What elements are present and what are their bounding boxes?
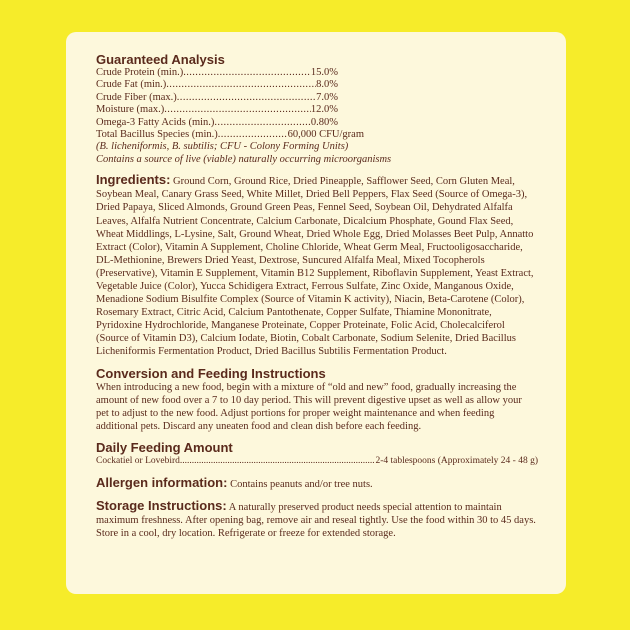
analysis-label: Omega-3 Fatty Acids (min.) <box>96 116 215 128</box>
guaranteed-analysis-title: Guaranteed Analysis <box>96 52 225 67</box>
analysis-value: 60,000 CFU/gram <box>287 129 364 141</box>
storage-section <box>96 499 536 540</box>
analysis-row-fiber <box>96 92 338 104</box>
analysis-label: Crude Fat (min.) <box>96 79 167 91</box>
daily-feeding-title: Daily Feeding Amount <box>96 439 233 455</box>
conversion-title: Conversion and Feeding Instructions <box>96 365 326 381</box>
conversion-text: When introducing a new food, begin with a mixture of “old and new” food, gradually increasing the amount of new food over a 7 to 10 day period. This will prevent digestive upset as well as allow your pet to adjust to the new food. Adjust portions for proper weight maintenance and when feeding additional pets. Discard any uneaten food and clean dish before each feeding. <box>96 381 522 432</box>
feeding-row <box>96 455 538 468</box>
analysis-label: Moisture (max.) <box>96 104 165 116</box>
allergen-text: Contains peanuts and/or tree nuts. <box>227 478 373 490</box>
analysis-row-protein <box>96 67 338 79</box>
ingredients-title: Ingredients: <box>96 172 171 188</box>
analysis-label: Total Bacillus Species (min.) <box>96 129 218 141</box>
feeding-label: Cockatiel or Lovebird <box>96 455 180 466</box>
analysis-label: Crude Fiber (max.) <box>96 91 177 103</box>
analysis-value: 8.0% <box>316 79 338 91</box>
storage-title: Storage Instructions: <box>96 498 227 514</box>
storage-text: A naturally preserved product needs special attention to maintain maximum freshness. After opening bag, remove air and reseal tightly. Use the food within 30 to 45 days. Store in a cool, dry location. Refrigerate or freeze for extended storage. <box>96 502 536 540</box>
analysis-value: 0.80% <box>310 116 338 128</box>
guaranteed-analysis-section <box>96 52 536 166</box>
feeding-value: 2-4 tablespoons (Approximately 24 - 48 g) <box>375 455 538 466</box>
analysis-row-bacillus <box>96 129 364 141</box>
analysis-note-live: Contains a source of live (viable) naturally occurring microorganisms <box>96 153 392 165</box>
analysis-value: 12.0% <box>310 104 338 116</box>
label-panel <box>66 32 566 594</box>
analysis-note-cfu: (B. licheniformis, B. subtilis; CFU - Colony Forming Units) <box>96 141 349 153</box>
analysis-row-moisture <box>96 104 338 116</box>
analysis-row-fat <box>96 79 338 91</box>
conversion-section <box>96 366 536 433</box>
analysis-label: Crude Protein (min.) <box>96 67 184 78</box>
ingredients-section <box>96 173 536 358</box>
analysis-value: 7.0% <box>316 91 338 103</box>
allergen-section <box>96 476 536 491</box>
analysis-value: 15.0% <box>310 67 338 78</box>
allergen-title: Allergen information: <box>96 474 228 490</box>
daily-feeding-section <box>96 440 536 468</box>
ingredients-text: Ground Corn, Ground Rice, Dried Pineapple, Safflower Seed, Corn Gluten Meal, Soybean Meal, Canary Grass Seed, White Millet, Dried Bell Peppers, Flax Seed (Source of Omega-3), Dried Papaya, Sliced Almonds, Ground Green Peas, Fennel Seed, Soybean Oil, Dehydrated Alfalfa Leaves, Alfalfa Nutrient Concentrate, Calcium Carbonate, Dicalcium Phosphate, Gound Flax Seed, Wheat Middlings, L-Lysine, Salt, Ground Wheat, Dried Whole Egg, Dried Molasses Beet Pulp, Annatto Extract (Color), Vitamin A Supplement, Choline Chloride, Wheat Germ Meal, Fructooligosaccharide, DL-Methionine, Brewers Dried Yeast, Dextrose, Suncured Alfalfa Meal, Mixed Tocopherols (Preservative), Vitamin E Supplement, Vitamin B12 Supplement, Riboflavin Supplement, Yeast Extract, Vegetable Juice (Color), Yucca Schidigera Extract, Ferrous Sulfate, Zinc Oxide, Manganous Oxide, Menadione Sodium Bisulfite Complex (Source of Vitamin K activity), Niacin, Beta-Carotene (Color), Rosemary Extract, Citric Acid, Calcium Pantothenate, Copper Sulfate, Thiamine Mononitrate, Pyridoxine Hydrochloride, Manganese Proteinate, Copper Proteinate, Folic Acid, Cholecalciferol (Source of Vitamin D3), Calcium Iodate, Biotin, Cobalt Carbonate, Sodium Selenite, Dried Bacillus Licheniformis Fermentation Product, Dried Bacillus Subtilis Fermentation Product. <box>96 176 534 358</box>
analysis-row-omega3 <box>96 117 338 129</box>
